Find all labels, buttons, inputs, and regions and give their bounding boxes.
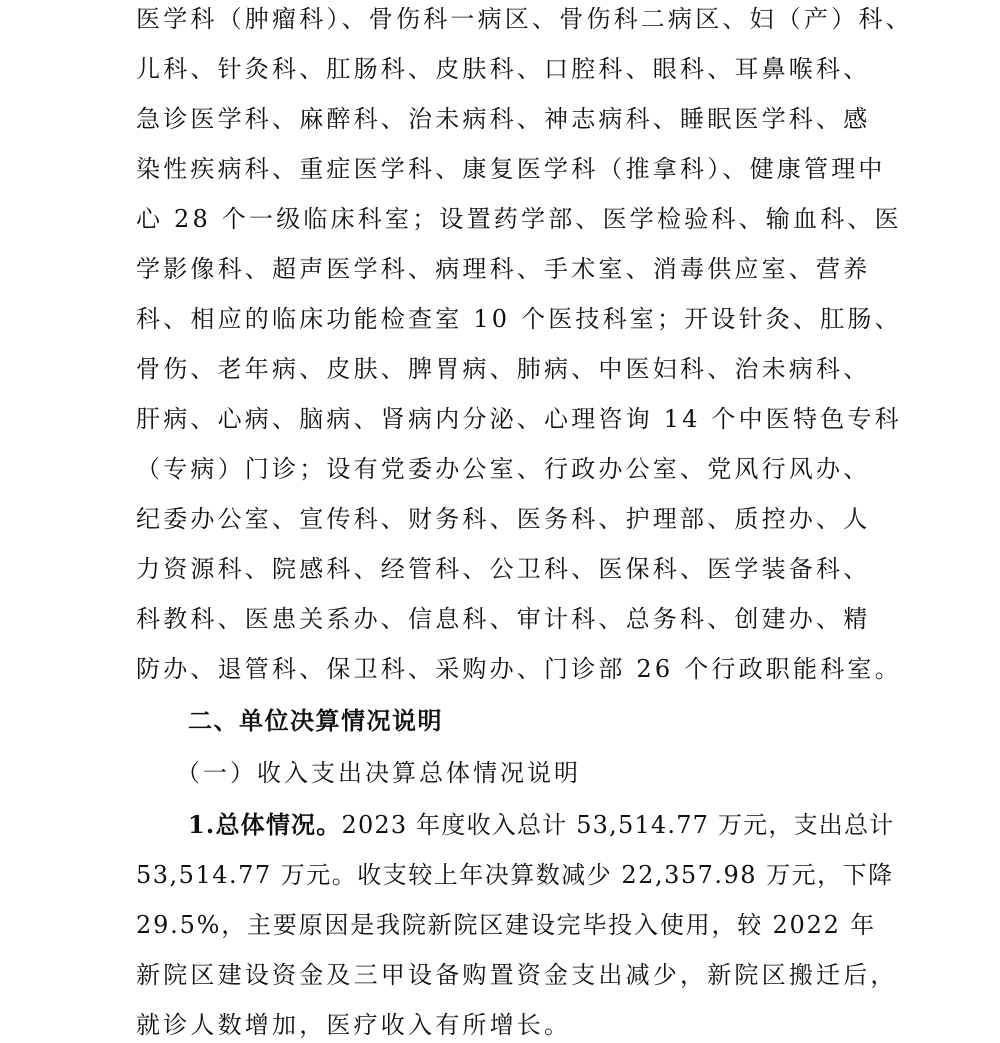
subsection-heading: （一）收入支出决算总体情况说明 [176,759,581,787]
section-heading: 二、单位决算情况说明 [188,707,443,735]
text-line: 29.5%，主要原因是我院新院区建设完毕投入使用，较 2022 年 [136,911,876,939]
text-line: 新院区建设资金及三甲设备购置资金支出减少，新院区搬迁后， [136,961,898,989]
text-line: 纪委办公室、宣传科、财务科、医务科、护理部、质控办、人 [136,505,871,533]
overall-lead: 1.总体情况。 [188,810,342,839]
text-line: 防办、退管科、保卫科、采购办、门诊部 26 个行政职能科室。 [136,655,902,683]
overall-first-line [188,810,894,840]
text-line: （专病）门诊；设有党委办公室、行政办公室、党风行风办、 [136,455,871,483]
text-line: 染性疾病科、重症医学科、康复医学科（推拿科）、健康管理中 [136,155,886,183]
text-line: 力资源科、院感科、经管科、公卫科、医保科、医学装备科、 [136,555,871,583]
text-line: 科教科、医患关系办、信息科、审计科、总务科、创建办、精 [136,605,871,633]
text-line: 科、相应的临床功能检查室 10 个医技科室；开设针灸、肛肠、 [136,305,902,333]
text-line: 肝病、心病、脑病、肾病内分泌、心理咨询 14 个中医特色专科 [136,405,902,433]
overall-first-line-rest: 2023 年度收入总计 53,514.77 万元，支出总计 [341,811,895,839]
text-line: 急诊医学科、麻醉科、治未病科、神志病科、睡眠医学科、感 [136,105,871,133]
text-line: 医学科（肿瘤科）、骨伤科一病区、骨伤科二病区、妇（产）科、 [136,5,913,33]
text-line: 53,514.77 万元。收支较上年决算数减少 22,357.98 万元，下降 [136,861,894,889]
text-line: 儿科、针灸科、肛肠科、皮肤科、口腔科、眼科、耳鼻喉科、 [136,55,871,83]
text-line: 学影像科、超声医学科、病理科、手术室、消毒供应室、营养 [136,255,871,283]
text-line: 就诊人数增加，医疗收入有所增长。 [136,1011,572,1039]
text-line: 骨伤、老年病、皮肤、脾胃病、肺病、中医妇科、治未病科、 [136,355,871,383]
text-line: 心 28 个一级临床科室；设置药学部、医学检验科、输血科、医 [136,205,902,233]
